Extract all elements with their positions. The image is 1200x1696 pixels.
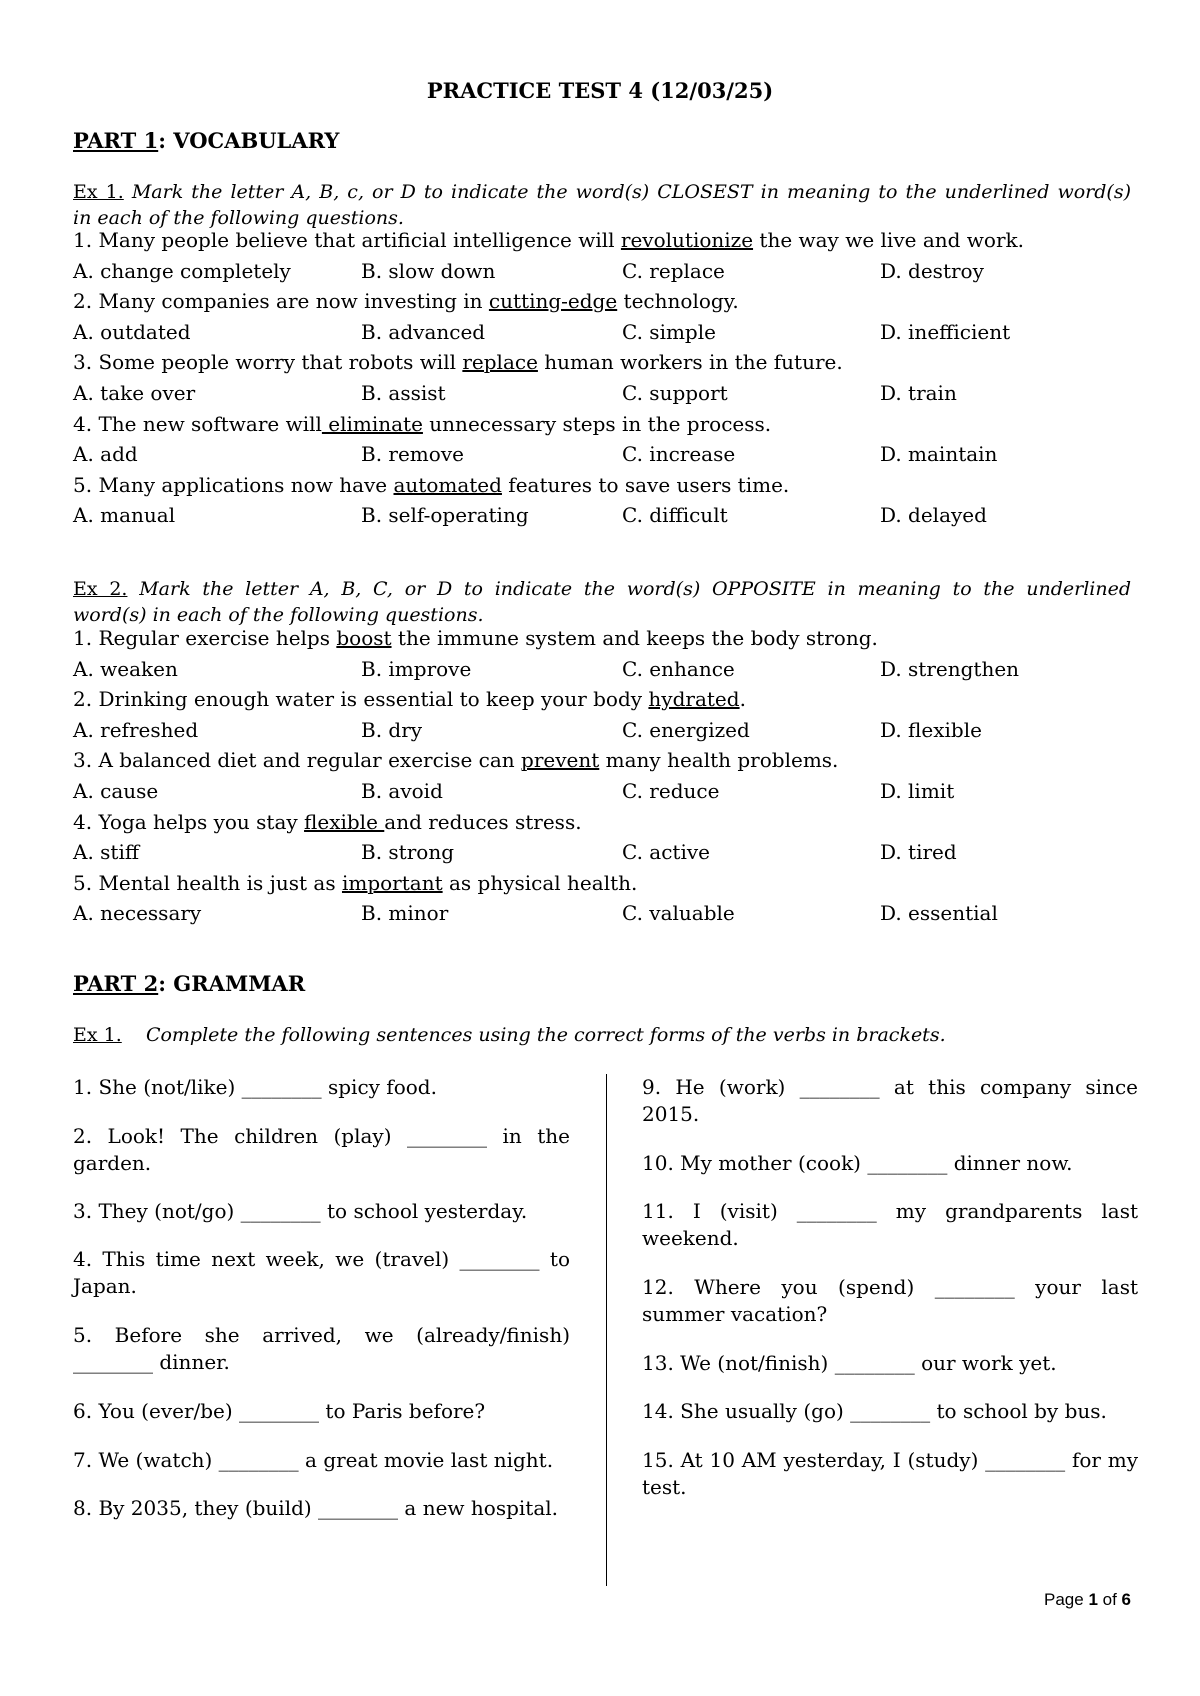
grammar-q3: 3. They (not/go) ________ to school yesterday. xyxy=(73,1199,528,1223)
ex2-instruction-cont xyxy=(73,604,484,626)
option-b: B. self-operating xyxy=(361,503,529,528)
question-5 xyxy=(73,473,789,497)
question-text-end: features to save users time. xyxy=(501,472,790,497)
option-c: C. active xyxy=(622,840,710,865)
ex2-instruction-line1: Mark the letter A, B, C, or D to indicate the word(s) OPPOSITE in meaning to the underlined xyxy=(139,578,1131,600)
option-a: A. necessary xyxy=(73,901,202,926)
ex1-instruction-line2: in each of the following questions. xyxy=(73,207,404,229)
page-current: 1 xyxy=(1088,1590,1098,1609)
question-text-end: many health problems. xyxy=(599,748,839,773)
question-text-end: as physical health. xyxy=(442,870,638,895)
grammar-q13: 13. We (not/finish) ________ our work yet. xyxy=(642,1351,1057,1375)
ex1-label: Ex 1. xyxy=(73,181,124,203)
option-d: D. inefficient xyxy=(880,319,1011,344)
option-a: A. add xyxy=(73,442,138,467)
option-b: B. slow down xyxy=(361,258,496,283)
grammar-q11: 11. I (visit) ________ my grandparents last weekend. xyxy=(642,1199,1138,1250)
option-c: C. difficult xyxy=(622,503,728,528)
question-text: 2. Many companies are now investing in xyxy=(73,289,489,314)
question-2 xyxy=(73,687,746,711)
question-text: 1. Regular exercise helps xyxy=(73,626,337,650)
page-of-word: of xyxy=(1097,1590,1122,1609)
option-d: D. essential xyxy=(880,901,998,926)
grammar-ex1-label: Ex 1. xyxy=(73,1024,122,1046)
option-b: B. advanced xyxy=(361,319,486,344)
question-5 xyxy=(73,871,637,895)
ex2-label: Ex 2. xyxy=(73,578,128,600)
page-total: 6 xyxy=(1121,1590,1131,1609)
page-word: Page xyxy=(1044,1590,1089,1609)
underlined-word: replace xyxy=(462,350,538,375)
part2-name: : GRAMMAR xyxy=(158,971,306,996)
grammar-q12: 12. Where you (spend) ________ your last summer vacation? xyxy=(642,1275,1138,1326)
option-d: D. delayed xyxy=(880,503,987,528)
option-d: D. tired xyxy=(880,840,957,865)
grammar-q6: 6. You (ever/be) ________ to Paris before? xyxy=(73,1399,486,1423)
option-a: A. take over xyxy=(73,381,196,405)
column-divider xyxy=(606,1074,607,1586)
part2-label: PART 2 xyxy=(73,971,159,996)
question-text-end: unnecessary steps in the process. xyxy=(422,411,772,436)
grammar-q1: 1. She (not/like) ________ spicy food. xyxy=(73,1075,437,1099)
grammar-q5: 5. Before she arrived, we (already/finish) ________ dinner. xyxy=(73,1323,570,1374)
option-c: C. enhance xyxy=(622,656,735,681)
grammar-q10: 10. My mother (cook) ________ dinner now. xyxy=(642,1151,1073,1175)
question-text: 3. A balanced diet and regular exercise can xyxy=(73,748,522,773)
question-2 xyxy=(73,289,739,313)
question-text: 2. Drinking enough water is essential to keep your body xyxy=(73,687,649,712)
underlined-word: flexible xyxy=(304,809,385,834)
option-d: D. train xyxy=(880,381,957,405)
question-text: 3. Some people worry that robots will xyxy=(73,350,463,375)
question-text: 5. Mental health is just as xyxy=(73,870,342,895)
part2-heading xyxy=(73,971,305,996)
grammar-q8: 8. By 2035, they (build) ________ a new hospital. xyxy=(73,1496,558,1520)
option-c: C. valuable xyxy=(622,901,735,926)
part1-heading xyxy=(73,128,339,153)
underlined-word: eliminate xyxy=(321,411,423,436)
question-1 xyxy=(73,228,1024,252)
option-b: B. remove xyxy=(361,442,464,467)
question-1 xyxy=(73,626,878,650)
question-text: 1. Many people believe that artificial intelligence will xyxy=(73,228,621,252)
question-text-end: human workers in the future. xyxy=(537,350,843,375)
option-a: A. stiff xyxy=(73,840,140,865)
option-a: A. outdated xyxy=(73,319,191,344)
option-b: B. dry xyxy=(361,717,423,742)
page-number xyxy=(1044,1590,1131,1610)
grammar-q9: 9. He (work) ________ at this company since 2015. xyxy=(642,1075,1138,1126)
question-text-end: . xyxy=(739,687,746,712)
grammar-q15: 15. At 10 AM yesterday, I (study) ________ for my test. xyxy=(642,1448,1138,1499)
question-3 xyxy=(73,350,843,374)
underlined-word: important xyxy=(341,870,443,895)
option-c: C. energized xyxy=(622,717,750,742)
grammar-ex1-text: Complete the following sentences using the correct forms of the verbs in brackets. xyxy=(145,1024,946,1046)
question-4 xyxy=(73,810,582,834)
ex1-instruction-line1: Mark the letter A, B, c, or D to indicate the word(s) CLOSEST in meaning to the underlined word(s) xyxy=(131,181,1131,203)
option-a: A. change completely xyxy=(73,258,291,283)
underlined-word: boost xyxy=(336,626,392,650)
question-text-end: and reduces stress. xyxy=(384,809,582,834)
underlined-word: hydrated xyxy=(648,687,740,712)
option-a: A. weaken xyxy=(73,656,178,681)
option-d: D. limit xyxy=(880,779,955,803)
option-c: C. replace xyxy=(622,258,725,283)
grammar-q7: 7. We (watch) ________ a great movie last night. xyxy=(73,1448,554,1472)
ex1-instruction-cont xyxy=(73,207,404,229)
option-c: C. support xyxy=(622,381,728,405)
question-text: 5. Many applications now have xyxy=(73,472,394,497)
option-c: C. reduce xyxy=(622,779,720,803)
underlined-word: cutting-edge xyxy=(488,289,618,314)
option-a: A. cause xyxy=(73,779,159,803)
underlined-word: automated xyxy=(393,472,502,497)
grammar-q14: 14. She usually (go) ________ to school by bus. xyxy=(642,1399,1107,1423)
question-text-end: the immune system and keeps the body strong. xyxy=(391,626,878,650)
question-4 xyxy=(73,412,771,436)
question-text: 4. The new software will xyxy=(73,411,322,436)
option-b: B. avoid xyxy=(361,779,443,803)
option-a: A. refreshed xyxy=(73,717,199,742)
option-c: C. increase xyxy=(622,442,736,467)
option-b: B. minor xyxy=(361,901,449,926)
option-b: B. strong xyxy=(361,840,454,865)
option-d: D. destroy xyxy=(880,258,984,283)
part1-name: : VOCABULARY xyxy=(158,128,340,153)
question-text-end: technology. xyxy=(617,289,739,314)
option-c: C. simple xyxy=(622,319,716,344)
option-a: A. manual xyxy=(73,503,176,528)
option-d: D. maintain xyxy=(880,442,998,467)
option-d: D. flexible xyxy=(880,717,982,742)
part1-label: PART 1 xyxy=(73,128,159,153)
grammar-q4: 4. This time next week, we (travel) ________ to Japan. xyxy=(73,1247,570,1298)
ex1-instruction xyxy=(73,181,1131,203)
option-d: D. strengthen xyxy=(880,656,1020,681)
ex2-instruction-line2: word(s) in each of the following questions. xyxy=(73,604,484,626)
question-text-end: the way we live and work. xyxy=(753,228,1024,252)
ex2-instruction xyxy=(73,578,1131,600)
page-title: PRACTICE TEST 4 (12/03/25) xyxy=(426,78,774,103)
option-b: B. improve xyxy=(361,656,472,681)
grammar-q2: 2. Look! The children (play) ________ in the garden. xyxy=(73,1124,570,1175)
underlined-word: prevent xyxy=(521,748,600,773)
question-text: 4. Yoga helps you stay xyxy=(73,809,305,834)
question-3 xyxy=(73,748,838,772)
option-b: B. assist xyxy=(361,381,446,405)
underlined-word: revolutionize xyxy=(620,228,754,252)
grammar-ex1-instruction xyxy=(73,1024,946,1046)
